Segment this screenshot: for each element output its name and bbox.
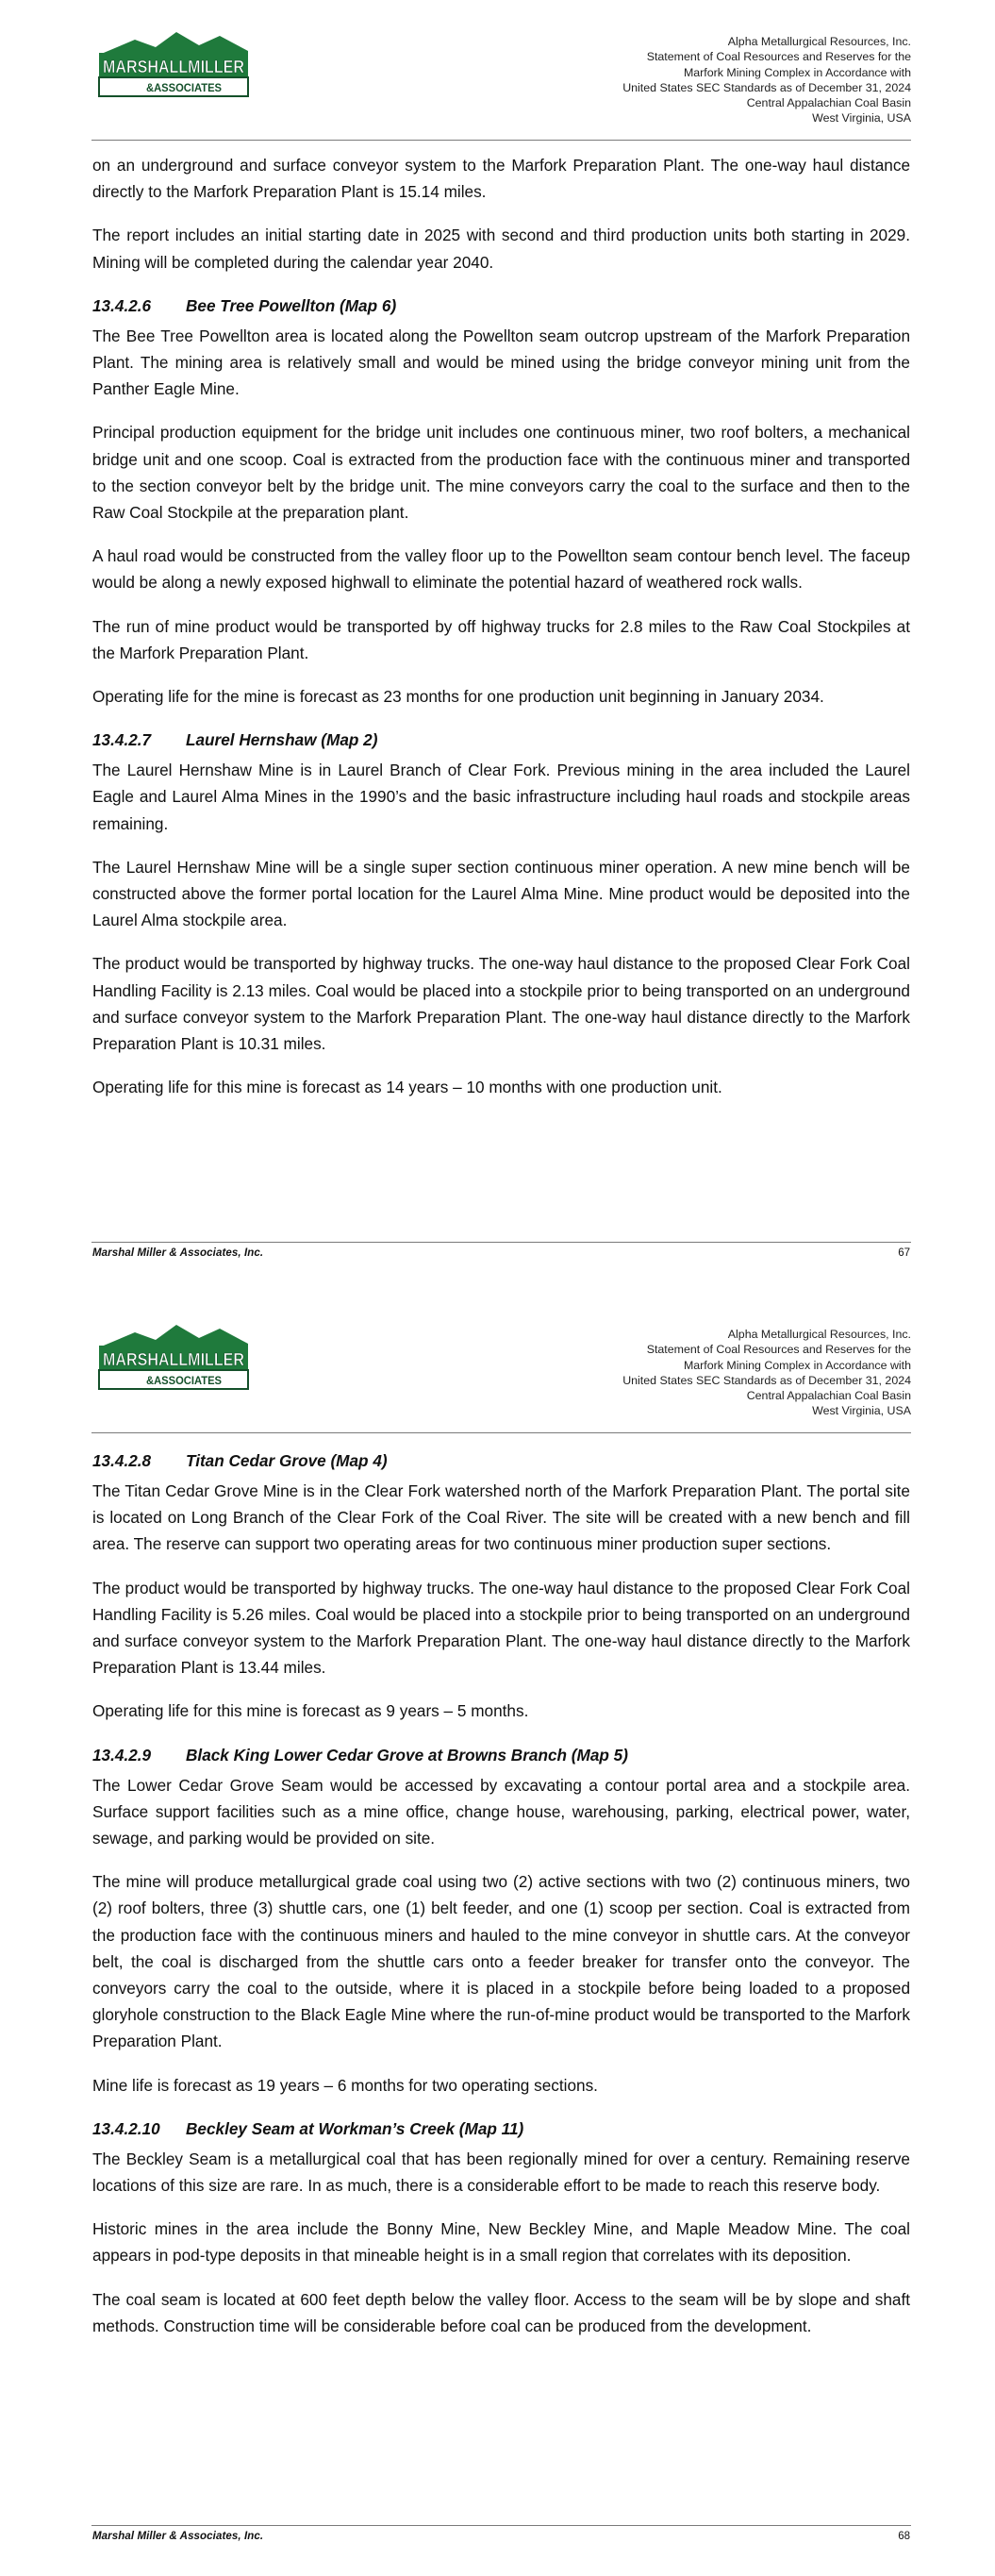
document-page-68 [0,1293,995,2576]
section-number: 13.4.2.7 [92,730,152,750]
header-line: United States SEC Standards as of December 31, 2024 [622,1373,911,1387]
paragraph: The product would be transported by highway trucks. The one-way haul distance to the proposed Clear Fork Coal Handling Facility is 5.26 miles. Coal would be placed into a stockpile prior to being transported on an underground and surface conveyor system to the Marfork Preparation Plant. The one-way haul distance directly to the Marfork Preparation Plant is 13.44 miles. [92,1578,910,1678]
logo-wordmark-top: MARSHALLMILLER [103,1350,244,1369]
paragraph: The product would be transported by highway trucks. The one-way haul distance to the proposed Clear Fork Coal Handling Facility is 2.13 miles. Coal would be placed into a stockpile prior to being transported on an underground and surface conveyor system to the Marfork Preparation Plant. The one-way haul distance directly to the Marfork Preparation Plant is 10.31 miles. [92,954,910,1054]
footer-divider [91,2525,911,2526]
marshall-miller-logo [97,28,250,100]
section-title: Beckley Seam at Workman’s Creek (Map 11) [186,2118,524,2138]
header-divider [91,1432,911,1433]
header-line: Marfork Mining Complex in Accordance with [683,1358,911,1372]
paragraph: The run of mine product would be transported by off highway trucks for 2.8 miles to the Raw Coal Stockpiles at the Marfork Preparation Plant. [92,616,910,662]
paragraph: The Laurel Hernshaw Mine is in Laurel Branch of Clear Fork. Previous mining in the area included the Laurel Eagle and Laurel Alma Mines in the 1990’s and the basic infrastructure including haul roads and stockpile areas remaining. [92,761,910,833]
paragraph: The mine will produce metallurgical grade coal using two (2) active sections with two (2) continuous miners, two (2) roof bolters, three (3) shuttle cars, one (1) belt feeder, and one (1) scoop per section. Coal is extracted from the production face with the continuous miners and hauled to the mine conveyor in shuttle cars. At the conveyor belt, the coal is discharged from the shuttle cars onto a feeder breaker for transfer onto the conveyor. The conveyors carry the coal to the outside, where it is placed in a stockpile before being loaded to a proposed gloryhole construction to the Black Eagle Mine where the run-of-mine product would be transported to the Marfork Preparation Plant. [92,1872,910,2051]
paragraph: Mine life is forecast as 19 years – 6 months for two operating sections. [92,2075,598,2095]
section-title: Bee Tree Powellton (Map 6) [186,295,397,315]
header-line: Statement of Coal Resources and Reserves for the [646,1343,911,1357]
paragraph: on an underground and surface conveyor system to the Marfork Preparation Plant. The one-way haul distance directly to the Marfork Preparation Plant is 15.14 miles. [92,156,910,202]
paragraph: The Beckley Seam is a metallurgical coal that has been regionally mined for over a century. Remaining reserve locations of this size are rare. In as much, there is a considerable effort to be made to reach this reserve body. [92,2149,910,2196]
page-body [92,1444,910,2356]
header-line: Statement of Coal Resources and Reserves for the [646,50,911,64]
page-body [92,152,910,1117]
section-number: 13.4.2.6 [92,295,152,315]
header-line: Alpha Metallurgical Resources, Inc. [727,1328,911,1341]
logo-wordmark-top: MARSHALLMILLER [103,58,244,76]
section-title: Titan Cedar Grove (Map 4) [186,1451,388,1470]
paragraph: Operating life for this mine is forecast as 14 years – 10 months with one production unit. [92,1078,722,1097]
footer-divider [91,1242,911,1243]
header-divider [91,140,911,141]
footer-company: Marshal Miller & Associates, Inc. [92,1247,264,1259]
paragraph: A haul road would be constructed from the valley floor up to the Powellton seam contour bench level. The faceup would be along a newly exposed highwall to eliminate the potential hazard of weathered rock walls. [92,546,910,593]
section-title: Black King Lower Cedar Grove at Browns Branch (Map 5) [186,1745,628,1765]
header-line: Marfork Mining Complex in Accordance with [683,65,911,79]
marshall-miller-logo [97,1321,250,1393]
header-line: West Virginia, USA [812,111,911,125]
section-heading [92,2116,910,2142]
paragraph: The Laurel Hernshaw Mine will be a single super section continuous miner operation. A new mine bench will be constructed above the former portal location for the Laurel Alma Mine. Mine product would be deposited into the Laurel Alma stockpile area. [92,857,910,930]
paragraph: Historic mines in the area include the Bonny Mine, New Beckley Mine, and Maple Meadow Mine. The coal appears in pod-type deposits in that mineable height is in a small region that correlates with its deposition. [92,2219,910,2266]
page-footer [92,2531,910,2548]
paragraph: The coal seam is located at 600 feet depth below the valley floor. Access to the seam will be by slope and shaft methods. Construction time will be considerable before coal can be produced from the development. [92,2289,910,2335]
header-line: Central Appalachian Coal Basin [746,96,911,110]
header-line: United States SEC Standards as of December 31, 2024 [622,80,911,94]
page-number: 68 [898,2531,910,2542]
footer-company: Marshal Miller & Associates, Inc. [92,2531,264,2542]
report-header [515,1327,911,1419]
section-heading [92,727,910,753]
logo-wordmark-bottom: &ASSOCIATES [146,81,222,94]
paragraph: Operating life for the mine is forecast as 23 months for one production unit beginning in January 2034. [92,687,824,707]
section-number: 13.4.2.8 [92,1451,152,1470]
page-number: 67 [898,1247,910,1259]
section-heading [92,1447,910,1474]
section-number: 13.4.2.10 [92,2118,160,2138]
paragraph: The report includes an initial starting date in 2025 with second and third production units both starting in 2029. Mining will be completed during the calendar year 2040. [92,226,910,272]
section-heading [92,1742,910,1768]
report-header [515,34,911,126]
header-line: West Virginia, USA [812,1404,911,1418]
section-title: Laurel Hernshaw (Map 2) [186,730,378,750]
paragraph: The Titan Cedar Grove Mine is in the Clear Fork watershed north of the Marfork Preparation Plant. The portal site is located on Long Branch of the Clear Fork of the Coal River. The site will be created with a new bench and fill area. The reserve can support two operating areas for two continuous miner production super sections. [92,1481,910,1554]
paragraph: Operating life for this mine is forecast as 9 years – 5 months. [92,1701,529,1721]
section-number: 13.4.2.9 [92,1745,152,1765]
section-heading [92,293,910,319]
header-line: Alpha Metallurgical Resources, Inc. [727,35,911,48]
header-line: Central Appalachian Coal Basin [746,1389,911,1403]
paragraph: Principal production equipment for the bridge unit includes one continuous miner, two roof bolters, a mechanical bridge unit and one scoop. Coal is extracted from the production face with the continuous miner and transported to the section conveyor belt by the bridge unit. The mine conveyors carry the coal to the surface and then to the Raw Coal Stockpile at the preparation plant. [92,423,910,523]
paragraph: The Lower Cedar Grove Seam would be accessed by excavating a contour portal area and a stockpile area. Surface support facilities such as a mine office, change house, warehousing, parking, electrical power, water, sewage, and parking would be provided on site. [92,1775,910,1848]
page-footer [92,1247,910,1264]
logo-wordmark-bottom: &ASSOCIATES [146,1374,222,1387]
paragraph: The Bee Tree Powellton area is located along the Powellton seam outcrop upstream of the Marfork Preparation Plant. The mining area is relatively small and would be mined using the bridge conveyor mining unit from the Panther Eagle Mine. [92,326,910,399]
